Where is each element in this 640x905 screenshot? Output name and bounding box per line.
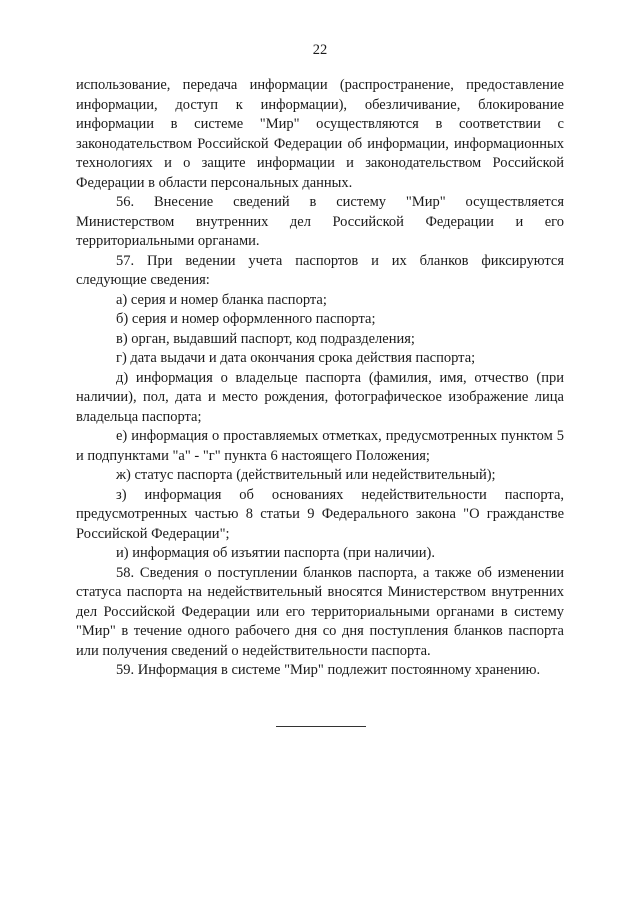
list-item-i: и) информация об изъятии паспорта (при наличии). — [116, 545, 435, 561]
paragraph-58: 58. Сведения о поступлении бланков паспорта, а также об изменении статуса паспорта на недействительный вносятся Министерством внутренних дел Российской Федерации или его территориальными органами в систему "Мир" в течение одного рабочего дня со дня поступления бланков паспорта или получения сведений о недействительности паспорта. — [76, 564, 564, 659]
paragraph-continuation: использование, передача информации (распространение, предоставление информации, доступ к информации), обезличивание, блокирование информации в системе "Мир" осуществляются в соответствии с законодательством Российской Федерации об информации, информационных технологиях и о защите информации и законодательством Российской Федерации в области персональных данных. — [76, 77, 564, 191]
list-item-a: а) серия и номер бланка паспорта; — [116, 291, 327, 308]
list-item-v: в) орган, выдавший паспорт, код подразделения; — [116, 330, 415, 347]
list-item-z: з) информация об основаниях недействительности паспорта, предусмотренных частью 8 статьи 9 Федерального закона "О гражданстве Российской Федерации"; — [76, 486, 564, 542]
list-item-d: д) информация о владельце паспорта (фамилия, имя, отчество (при наличии), пол, дата и место рождения, фотографическое изображение лица владельца паспорта; — [76, 369, 564, 425]
list-item-e: е) информация о проставляемых отметках, предусмотренных пунктом 5 и подпунктами "а" - "г" пункта 6 настоящего Положения; — [76, 428, 564, 464]
document-body — [76, 76, 564, 681]
paragraph-59: 59. Информация в системе "Мир" подлежит постоянному хранению. — [116, 662, 541, 678]
paragraph-56: 56. Внесение сведений в систему "Мир" осуществляется Министерством внутренних дел Российской Федерации и его территориальными органами. — [76, 194, 564, 249]
list-item-zh: ж) статус паспорта (действительный или недействительный); — [116, 467, 496, 483]
paragraph-57: 57. При ведении учета паспортов и их бланков фиксируются следующие сведения: — [76, 252, 564, 288]
list-item-g: г) дата выдачи и дата окончания срока действия паспорта; — [116, 350, 476, 366]
end-divider — [276, 726, 366, 727]
page-number: 22 — [312, 42, 328, 58]
list-item-b: б) серия и номер оформленного паспорта; — [116, 311, 376, 327]
